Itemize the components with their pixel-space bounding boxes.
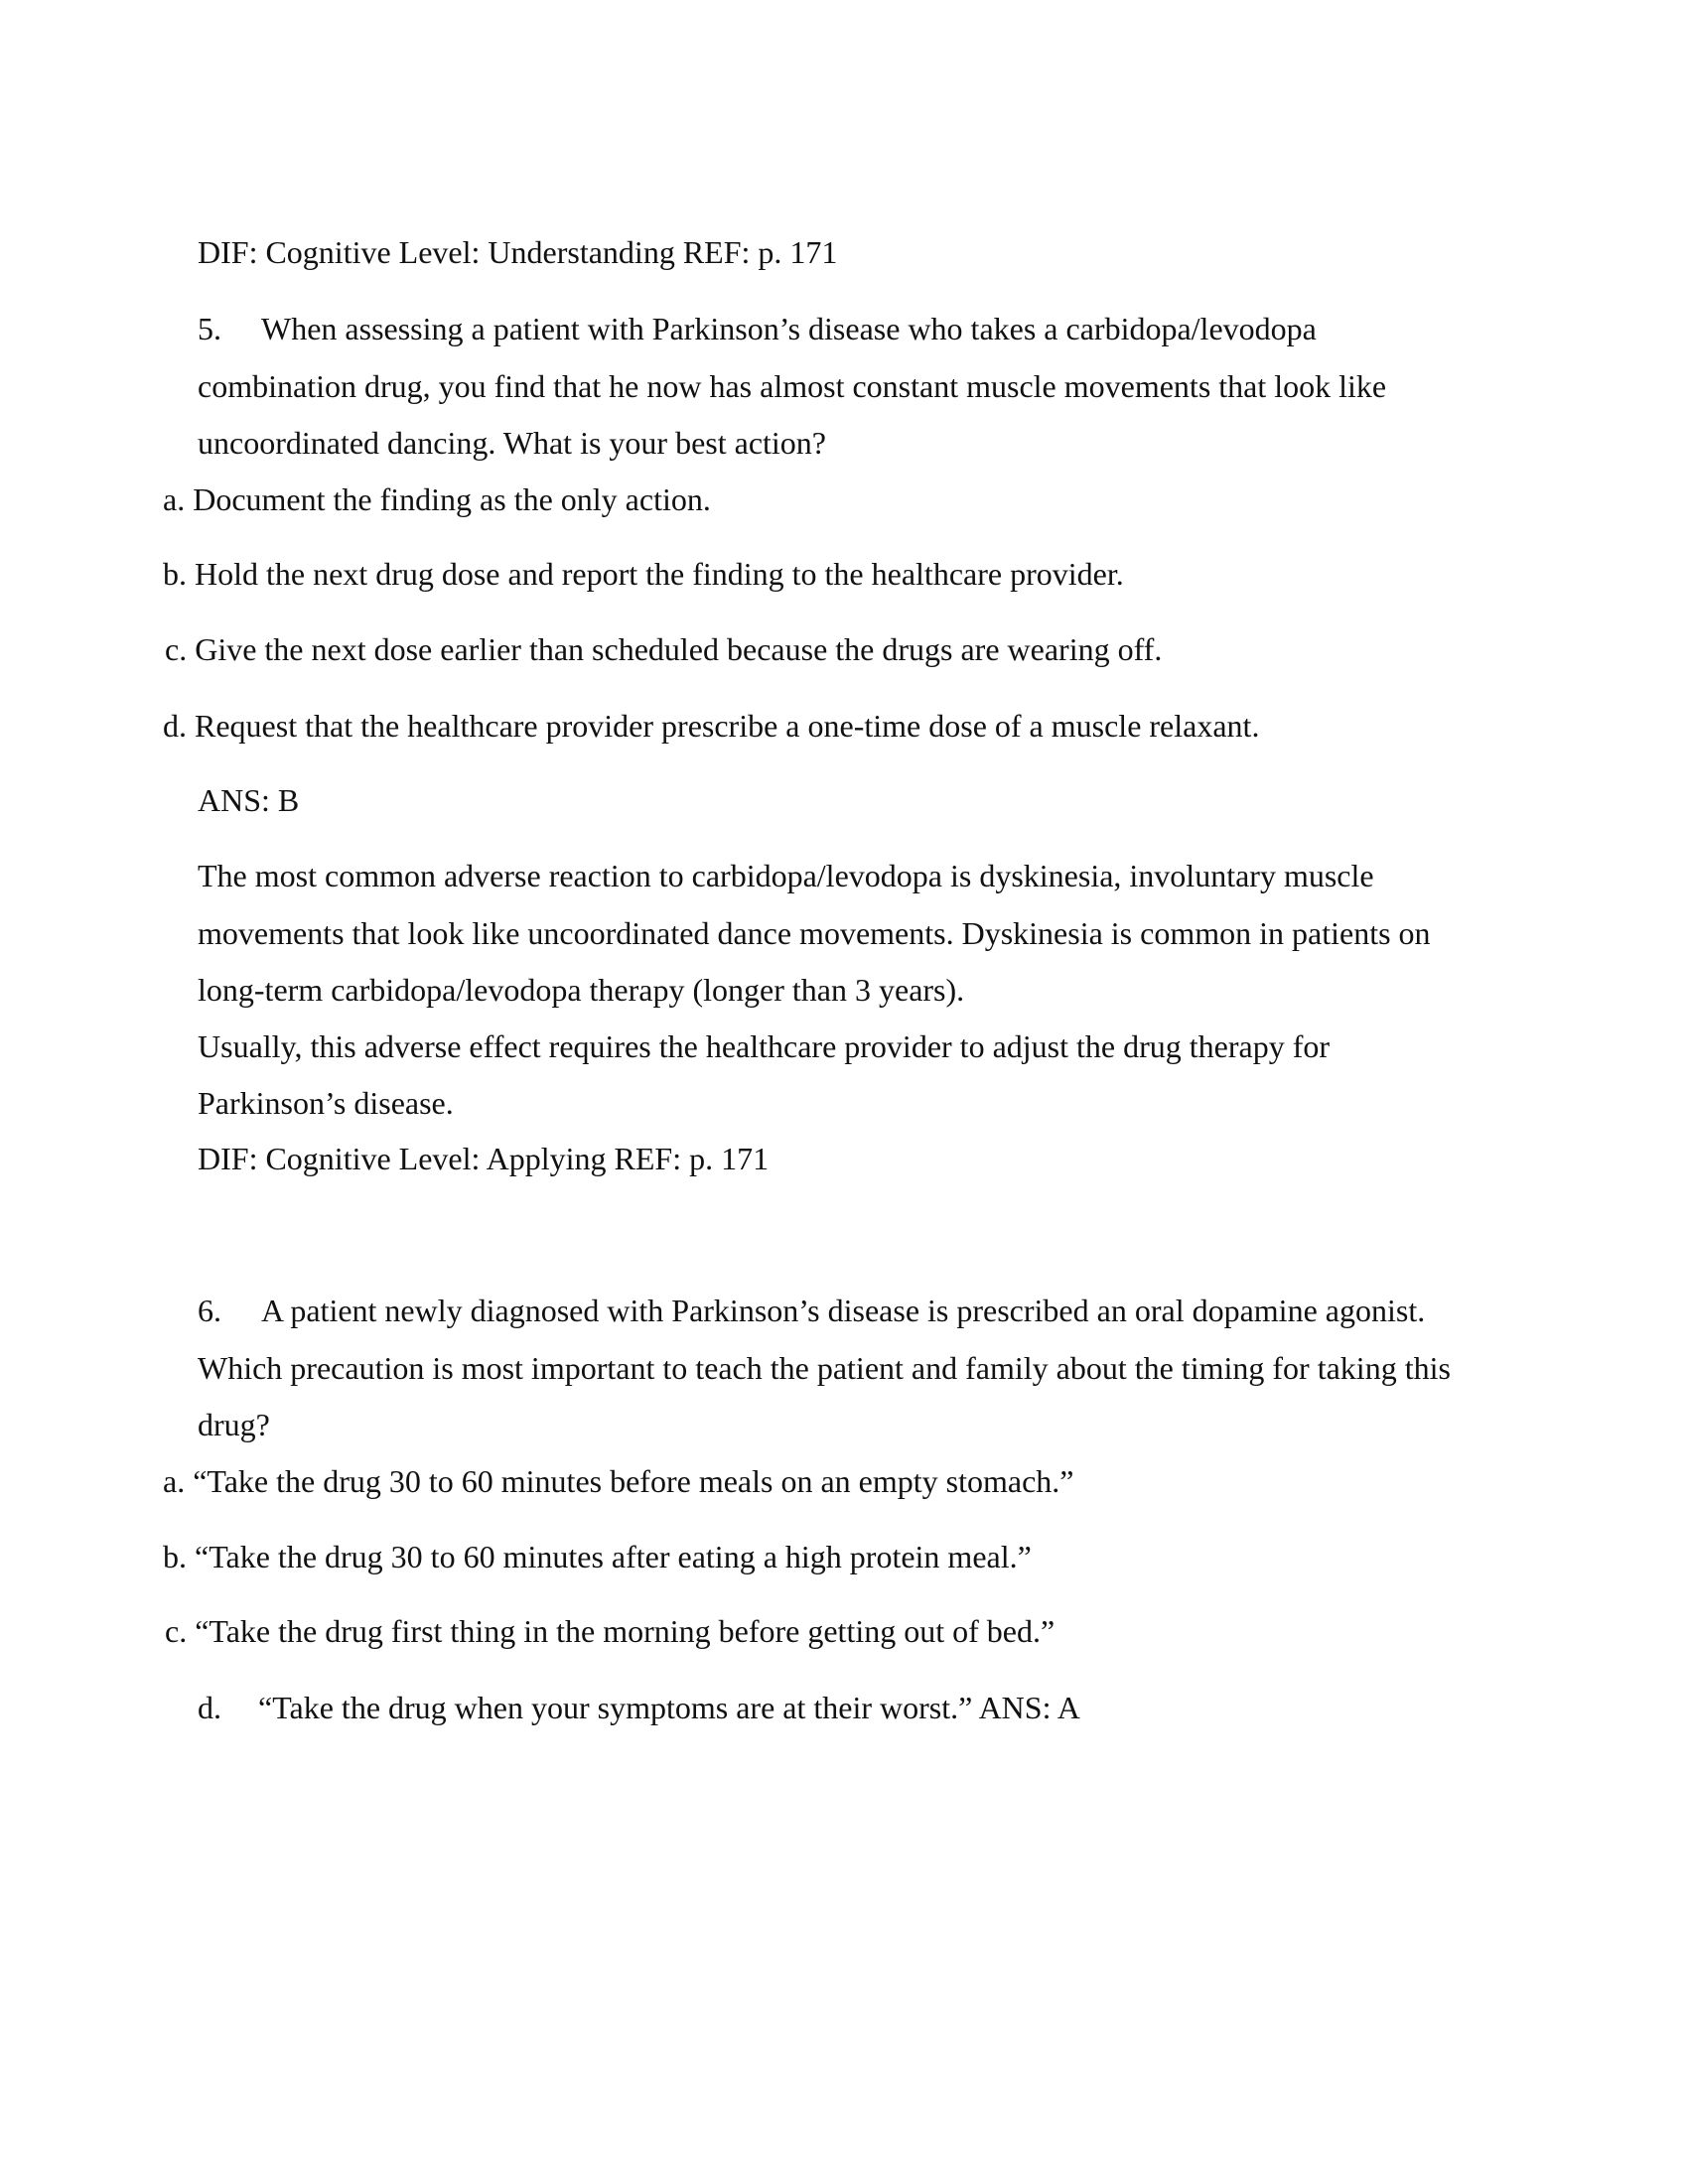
option-text: “Take the drug 30 to 60 minutes before meals on an empty stomach.” xyxy=(193,1463,1074,1499)
question-number: 6. xyxy=(198,1293,221,1328)
option-letter: b. xyxy=(163,1539,187,1574)
option-text: “Take the drug 30 to 60 minutes after eating a high protein meal.” xyxy=(195,1539,1032,1574)
answer: ANS: B xyxy=(198,782,300,818)
option-letter: c. xyxy=(165,631,188,667)
option-letter: a. xyxy=(163,481,186,517)
option-text: Give the next dose earlier than scheduled because the drugs are wearing off. xyxy=(195,631,1163,667)
option-letter: a. xyxy=(163,1463,186,1499)
question-stem-line: combination drug, you find that he now has almost constant muscle movements that look like xyxy=(198,368,1387,404)
option-a xyxy=(163,1461,1073,1501)
q5-footer: DIF: Cognitive Level: Applying REF: p. 171 xyxy=(198,1141,770,1176)
question-stem-line: drug? xyxy=(198,1407,270,1442)
option-text: Request that the healthcare provider prescribe a one-time dose of a muscle relaxant. xyxy=(195,708,1260,744)
option-c xyxy=(165,1611,1055,1651)
q4-footer: DIF: Cognitive Level: Understanding REF: p. 171 xyxy=(198,234,838,270)
question-stem-line: uncoordinated dancing. What is your best action? xyxy=(198,425,826,461)
option-letter: d. xyxy=(163,708,187,744)
option-a xyxy=(163,479,711,519)
option-d xyxy=(163,706,1259,746)
option-c xyxy=(165,629,1162,669)
rationale-line: long-term carbidopa/levodopa therapy (longer than 3 years). xyxy=(198,972,965,1008)
question-number: 5. xyxy=(198,311,221,346)
option-text: “Take the drug first thing in the morning before getting out of bed.” xyxy=(195,1613,1055,1649)
option-text: Document the finding as the only action. xyxy=(193,481,711,517)
rationale-line: The most common adverse reaction to carbidopa/levodopa is dyskinesia, involuntary muscle xyxy=(198,858,1374,893)
rationale-line: Parkinson’s disease. xyxy=(198,1085,454,1121)
option-letter: b. xyxy=(163,556,187,592)
rationale-line: movements that look like uncoordinated dance movements. Dyskinesia is common in patients on xyxy=(198,915,1431,951)
option-b xyxy=(163,554,1124,594)
question-stem-line: A patient newly diagnosed with Parkinson’s disease is prescribed an oral dopamine agonist. xyxy=(261,1293,1426,1328)
option-b xyxy=(163,1537,1032,1576)
option-d-text: “Take the drug when your symptoms are at their worst.” ANS: A xyxy=(258,1690,1080,1725)
rationale-line: Usually, this adverse effect requires the healthcare provider to adjust the drug therapy for xyxy=(198,1028,1331,1064)
question-stem-line: Which precaution is most important to teach the patient and family about the timing for taking this xyxy=(198,1350,1451,1386)
question-stem-line: When assessing a patient with Parkinson’s disease who takes a carbidopa/levodopa xyxy=(261,311,1317,346)
option-text: Hold the next drug dose and report the finding to the healthcare provider. xyxy=(195,556,1124,592)
option-letter: d. xyxy=(198,1690,221,1725)
option-letter: c. xyxy=(165,1613,188,1649)
